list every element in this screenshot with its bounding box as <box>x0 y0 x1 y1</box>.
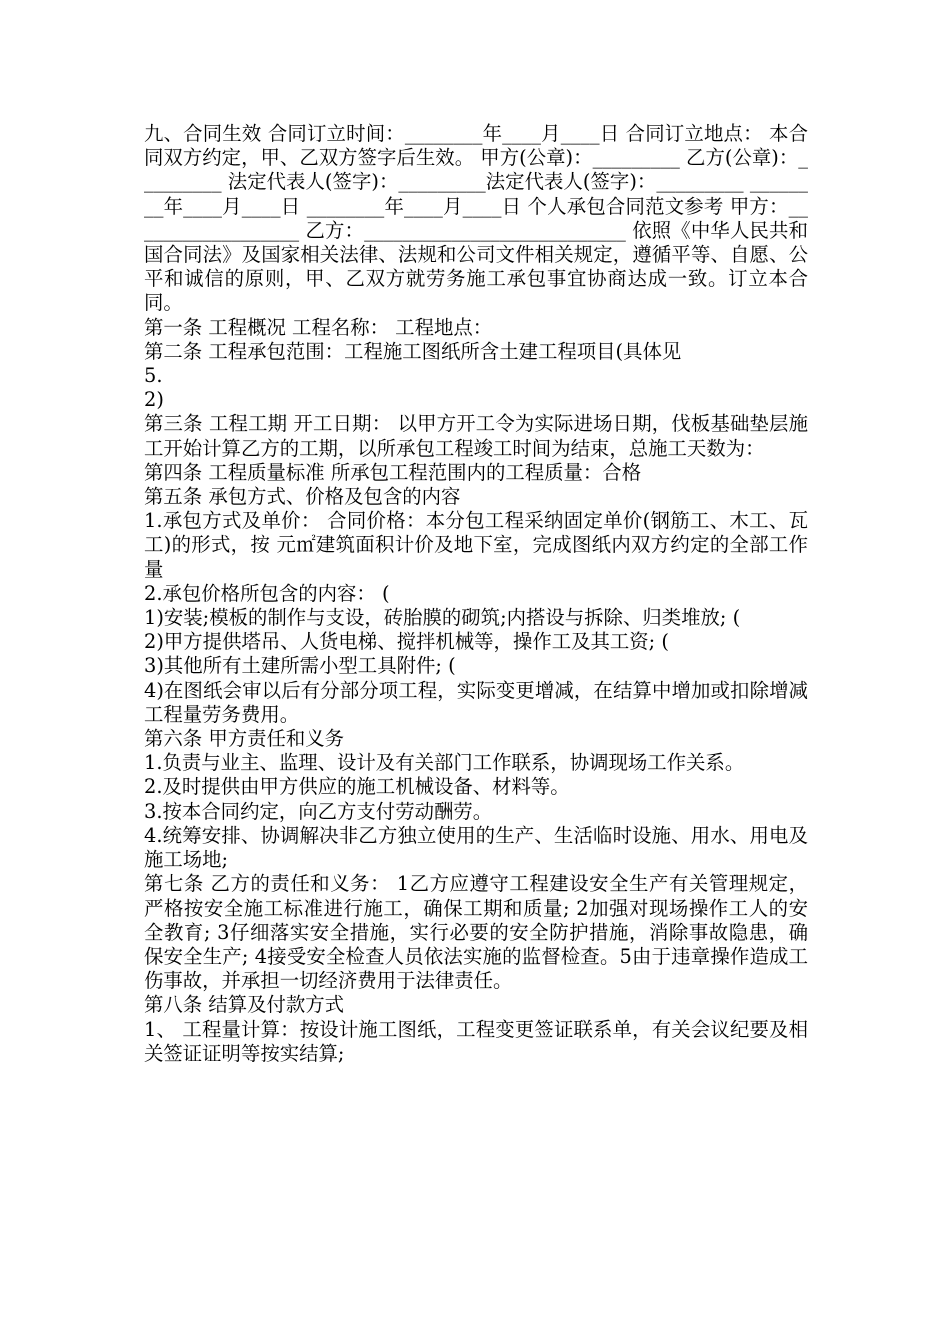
paragraph-article-6-item-2: 2.及时提供由甲方供应的施工机械设备、材料等。 <box>144 775 570 799</box>
paragraph-article-5-sub-4: 4)在图纸会审以后有分部分项工程，实际变更增减，在结算中增加或扣除增减工程量劳务费用。 <box>144 678 808 726</box>
paragraph-article-7: 第七条 乙方的责任和义务： 1乙方应遵守工程建设安全生产有关管理规定，严格按安全施工标准进行施工，确保工期和质量; 2加强对现场操作工人的安全教育; 3仔细落实安全措施，实行必要的安全防护措施，消除事故隐患，确保安全生产; 4接受安全检查人员依法实施的监督检查。5由于违章操作造成工伤事故，并承担一切经济费用于法律责任。 <box>144 872 808 993</box>
paragraph-article-6: 第六条 甲方责任和义务 <box>144 727 345 751</box>
paragraph-article-6-item-3: 3.按本合同约定，向乙方支付劳动酬劳。 <box>144 799 493 823</box>
paragraph-article-5-sub-2: 2)甲方提供塔吊、人货电梯、搅拌机械等，操作工及其工资; ( <box>144 630 669 654</box>
paragraph-fragment-5: 5. <box>144 364 163 388</box>
paragraph-fragment-2: 2) <box>144 388 164 412</box>
paragraph-article-5-item-1: 1.承包方式及单价： 合同价格：本分包工程采纳固定单价(钢筋工、木工、瓦工)的形式，按 元㎡建筑面积计价及地下室，完成图纸内双方约定的全部工作量 <box>144 509 808 581</box>
paragraph-article-3: 第三条 工程工期 开工日期： 以甲方开工令为实际进场日期，伐板基础垫层施工开始计算乙方的工期，以所承包工程竣工时间为结束，总施工天数为： <box>144 412 808 460</box>
paragraph-article-2: 第二条 工程承包范围：工程施工图纸所含土建工程项目(具体见 <box>144 339 682 363</box>
paragraph-article-5: 第五条 承包方式、价格及包含的内容 <box>144 485 461 509</box>
paragraph-article-1: 第一条 工程概况 工程名称： 工程地点： <box>144 315 493 339</box>
paragraph-article-6-item-1: 1.负责与业主、监理、设计及有关部门工作联系，协调现场工作关系。 <box>144 751 745 775</box>
paragraph-contract-effect: 九、合同生效 合同订立时间：________年____月____日 合同订立地点： 本合同双方约定，甲、乙双方签字后生效。 甲方(公章)：_________ 乙方(公章)：_________ 法定代表人(签字)：_________法定代表人(签字)：_________ ________年____月____日 ________年____月____日 个人承包合同范文参考 甲方：__________________ 乙方：___________________________ 依照《中华人民共和国合同法》及国家相关法律、法规和公司文件相关规定，遵循平等、自愿、公平和诚信的原则，甲、乙双方就劳务施工承包事宜协商达成一致。订立本合同。 <box>144 122 808 315</box>
paragraph-article-5-item-2: 2.承包价格所包含的内容： ( <box>144 581 390 605</box>
paragraph-article-6-item-4: 4.统筹安排、协调解决非乙方独立使用的生产、生活临时设施、用水、用电及施工场地; <box>144 823 808 872</box>
paragraph-article-8-item-1: 1、 工程量计算：按设计施工图纸，工程变更签证联系单，有关会议纪要及相关签证证明等按实结算; <box>144 1017 808 1065</box>
paragraph-article-5-sub-3: 3)其他所有土建所需小型工具附件; ( <box>144 654 456 678</box>
paragraph-article-4: 第四条 工程质量标准 所承包工程范围内的工程质量：合格 <box>144 460 642 484</box>
document-body <box>144 122 808 1066</box>
paragraph-article-8: 第八条 结算及付款方式 <box>144 993 345 1017</box>
paragraph-article-5-sub-1: 1)安装;模板的制作与支设，砖胎膜的砌筑;内搭设与拆除、归类堆放; ( <box>144 606 741 630</box>
